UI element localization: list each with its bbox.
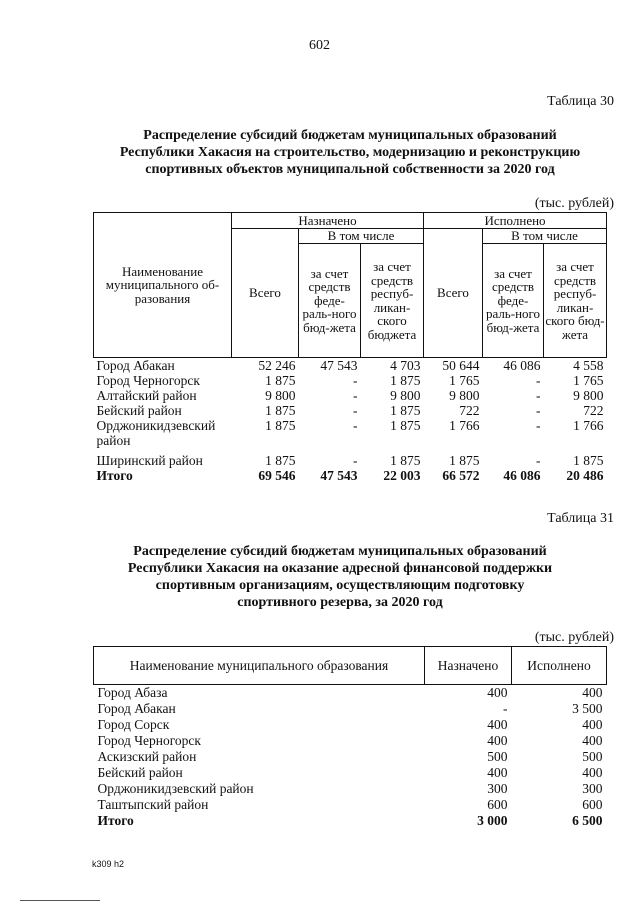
- cell-executed: 400: [582, 685, 603, 700]
- cell-assigned-republic: 1 875: [390, 453, 421, 468]
- cell-assigned-republic: 1 875: [390, 403, 421, 418]
- header-assigned-total: Всего: [232, 229, 299, 358]
- cell-executed-total: 722: [459, 403, 480, 418]
- row-name: Город Сорск: [97, 717, 170, 732]
- cell-assigned: 400: [487, 717, 508, 732]
- cell-executed-total: 1 765: [449, 373, 480, 388]
- table-row: [94, 765, 607, 781]
- header-assigned: Назначено: [425, 647, 512, 685]
- total-executed-federal: 46 086: [503, 468, 541, 483]
- table-row: [94, 797, 607, 813]
- table-row: [94, 358, 607, 374]
- cell-assigned-federal: 47 543: [320, 358, 358, 373]
- row-name: Город Абаза: [97, 685, 168, 700]
- total-assigned-republic: 22 003: [383, 468, 421, 483]
- header-executed-republic: за счет средств респуб-ликан-ского бюд-жета: [544, 244, 607, 358]
- cell-assigned: 500: [487, 749, 508, 764]
- cell-assigned-total: 52 246: [258, 358, 296, 373]
- header-executed-federal: за счет средств феде-раль-ного бюд-жета: [483, 244, 544, 358]
- row-name: Город Абакан: [96, 358, 175, 373]
- total-executed: 6 500: [572, 813, 603, 828]
- cell-assigned-total: 1 875: [265, 418, 296, 433]
- cell-executed-total: 9 800: [449, 388, 480, 403]
- total-assigned: 3 000: [477, 813, 508, 828]
- title-line: спортивного резерва, за 2020 год: [237, 595, 443, 610]
- total-executed-total: 66 572: [442, 468, 480, 483]
- cell-assigned: 400: [487, 765, 508, 780]
- row-name: Бейский район: [96, 403, 182, 418]
- header-executed: Исполнено: [424, 213, 607, 229]
- title-line: спортивных объектов муниципальной собственности за 2020 год: [145, 162, 555, 177]
- cell-assigned-federal: -: [353, 388, 358, 403]
- table-row: [94, 733, 607, 749]
- cell-executed-republic: 9 800: [573, 388, 604, 403]
- table-row: [94, 781, 607, 797]
- cell-executed-federal: -: [536, 403, 541, 418]
- total-executed-republic: 20 486: [566, 468, 604, 483]
- table-row: [94, 388, 607, 403]
- header-assigned-including: В том числе: [299, 229, 424, 244]
- table-row: [94, 701, 607, 717]
- table-30-title: [60, 127, 639, 178]
- header-assigned-republic: за счет средств респуб-ликан-ского бюджета: [361, 244, 424, 358]
- cell-executed: 600: [582, 797, 603, 812]
- total-name: Итого: [97, 813, 134, 828]
- cell-executed-republic: 4 558: [573, 358, 604, 373]
- row-name: Город Черногорск: [97, 733, 201, 748]
- header-executed: Исполнено: [512, 647, 607, 685]
- page-number: 602: [309, 38, 330, 53]
- cell-executed-federal: -: [536, 418, 541, 433]
- divider: [20, 900, 100, 901]
- cell-assigned-total: 9 800: [265, 388, 296, 403]
- row-name: Орджоникидзевский район: [96, 418, 216, 448]
- table-row: [94, 373, 607, 388]
- table-row: [94, 685, 607, 702]
- cell-assigned: -: [503, 701, 508, 716]
- header-assigned: Назначено: [232, 213, 424, 229]
- total-assigned-total: 69 546: [258, 468, 296, 483]
- cell-assigned: 400: [487, 733, 508, 748]
- cell-assigned-federal: -: [353, 403, 358, 418]
- cell-executed-republic: 1 765: [573, 373, 604, 388]
- cell-assigned-total: 1 875: [265, 373, 296, 388]
- table-row: [94, 749, 607, 765]
- total-name: Итого: [96, 468, 133, 483]
- cell-assigned-total: 1 875: [265, 453, 296, 468]
- table-row: [94, 448, 607, 468]
- cell-executed: 400: [582, 765, 603, 780]
- row-name: Город Абакан: [97, 701, 176, 716]
- cell-assigned-republic: 4 703: [390, 358, 421, 373]
- table-row: [94, 418, 607, 448]
- cell-assigned: 400: [487, 685, 508, 700]
- table-30: [93, 212, 607, 483]
- table-31-units: (тыс. рублей): [534, 630, 614, 645]
- table-30-units: (тыс. рублей): [534, 196, 614, 211]
- cell-assigned-federal: -: [353, 453, 358, 468]
- cell-executed-republic: 1 875: [573, 453, 604, 468]
- cell-executed-republic: 722: [583, 403, 604, 418]
- row-name: Аскизский район: [97, 749, 197, 764]
- table-row: [94, 403, 607, 418]
- header-assigned-federal: за счет средств феде-раль-ного бюд-жета: [299, 244, 361, 358]
- title-line: Распределение субсидий бюджетам муниципальных образований: [143, 128, 557, 143]
- cell-executed-republic: 1 766: [573, 418, 604, 433]
- cell-executed: 400: [582, 733, 603, 748]
- header-name: Наименование муниципального об-разования: [94, 213, 232, 358]
- row-name: Город Черногорск: [96, 373, 200, 388]
- cell-executed-federal: 46 086: [503, 358, 541, 373]
- cell-assigned: 300: [487, 781, 508, 796]
- cell-executed-total: 1 875: [449, 453, 480, 468]
- header-executed-including: В том числе: [483, 229, 607, 244]
- cell-executed: 400: [582, 717, 603, 732]
- cell-assigned-federal: -: [353, 373, 358, 388]
- cell-executed-total: 50 644: [442, 358, 480, 373]
- row-name: Алтайский район: [96, 388, 197, 403]
- cell-executed: 300: [582, 781, 603, 796]
- cell-executed-federal: -: [536, 453, 541, 468]
- cell-assigned-republic: 1 875: [390, 373, 421, 388]
- cell-assigned-federal: -: [353, 418, 358, 433]
- cell-executed-federal: -: [536, 373, 541, 388]
- row-name: Орджоникидзевский район: [97, 781, 254, 796]
- cell-assigned-total: 1 875: [265, 403, 296, 418]
- table-row: [94, 717, 607, 733]
- footer-code: k309 h2: [92, 859, 125, 869]
- cell-assigned-republic: 1 875: [390, 418, 421, 433]
- table-31-label: Таблица 31: [547, 511, 614, 526]
- header-executed-total: Всего: [424, 229, 483, 358]
- title-line: Республики Хакасия на строительство, модернизацию и реконструкцию: [119, 145, 581, 160]
- row-name: Таштыпский район: [97, 797, 209, 812]
- cell-executed-total: 1 766: [449, 418, 480, 433]
- cell-assigned-republic: 9 800: [390, 388, 421, 403]
- title-line: Республики Хакасия на оказание адресной финансовой поддержки: [127, 561, 553, 576]
- table-31: [93, 646, 607, 829]
- row-name: Ширинский район: [96, 453, 203, 468]
- cell-executed: 3 500: [572, 701, 603, 716]
- table-31-title: [50, 543, 630, 611]
- cell-executed: 500: [582, 749, 603, 764]
- title-line: Распределение субсидий бюджетам муниципальных образований: [133, 544, 547, 559]
- table-total-row: [94, 468, 607, 483]
- cell-assigned: 600: [487, 797, 508, 812]
- title-line: спортивным организациям, осуществляющим подготовку: [155, 578, 525, 593]
- total-assigned-federal: 47 543: [320, 468, 358, 483]
- table-total-row: [94, 813, 607, 829]
- row-name: Бейский район: [97, 765, 183, 780]
- table-30-label: Таблица 30: [547, 94, 614, 109]
- cell-executed-federal: -: [536, 388, 541, 403]
- header-name: Наименование муниципального образования: [94, 647, 425, 685]
